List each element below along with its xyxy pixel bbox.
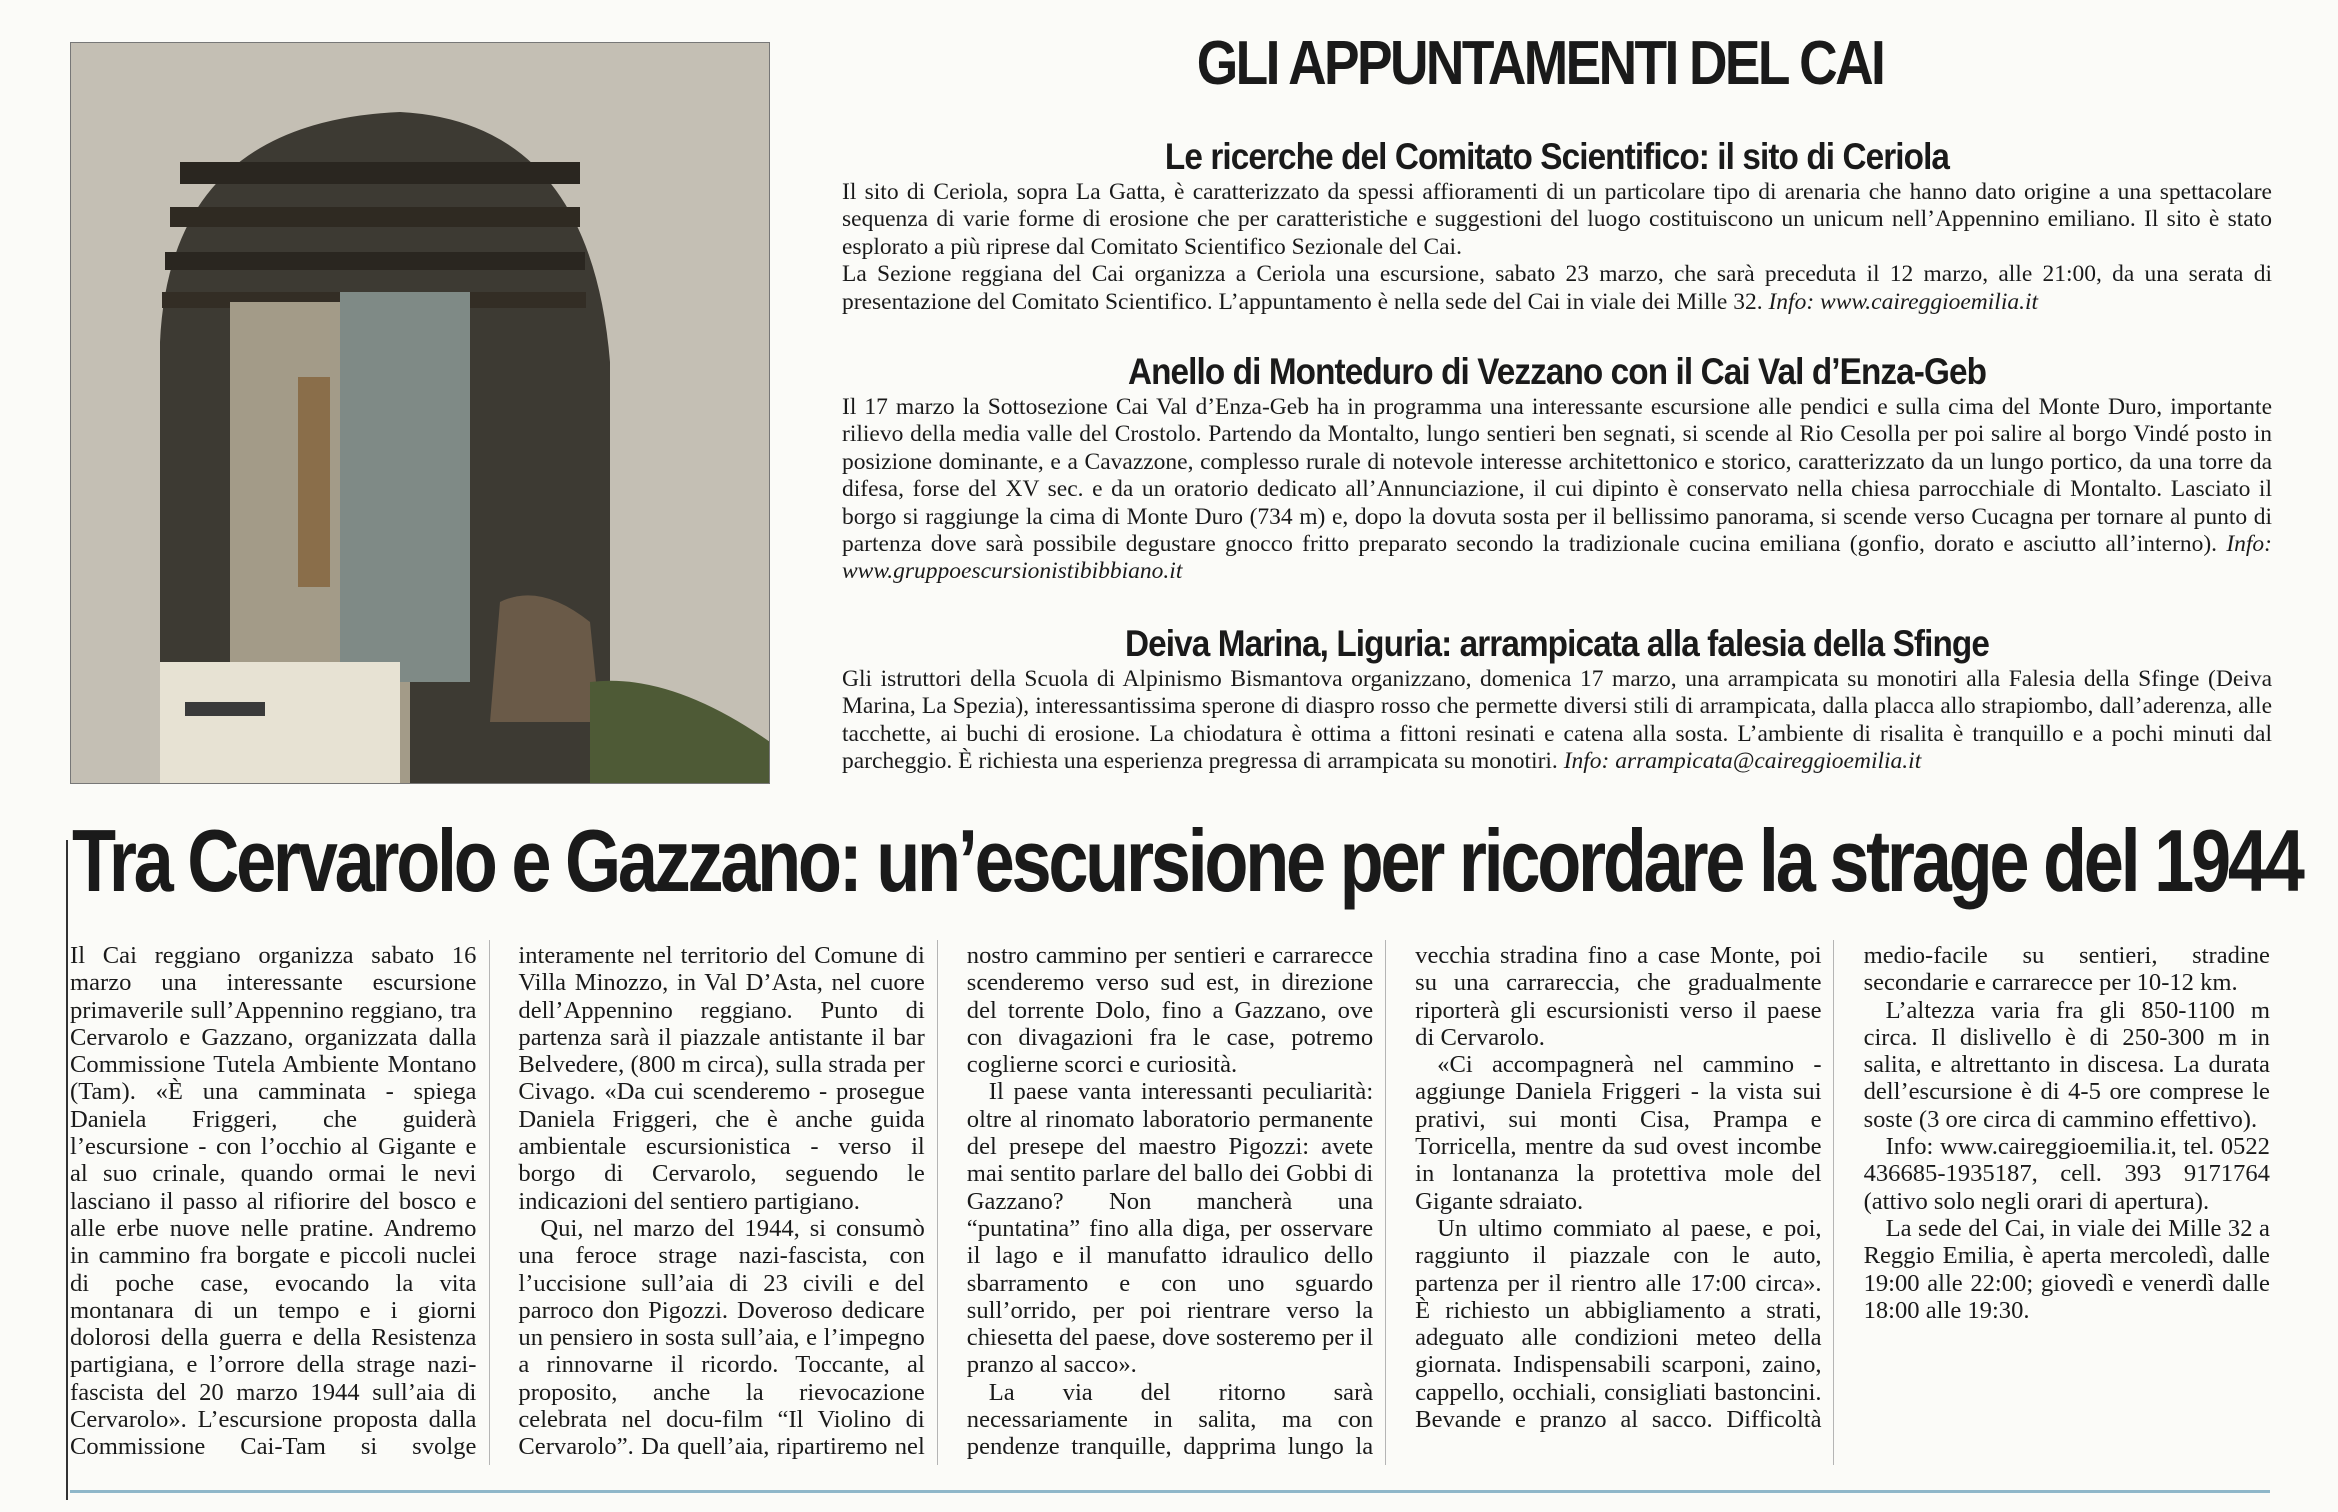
- column-rule: [1833, 940, 1834, 1465]
- notice-title: Le ricerche del Comitato Scientifico: il sito di Ceriola: [1164, 136, 1950, 177]
- left-column-rule: [66, 840, 68, 1500]
- column-rule: [1385, 940, 1386, 1465]
- article-paragraph: La via del ritorno sarà necessariamente in salita, ma con pendenze tranquille, dapprima lungo la vecchia stradina fino a case Monte, poi su una carrareccia, che gradualmente riporterà gli escursionisti verso il paese di Cervarolo.: [966, 942, 1822, 1461]
- notice-body: Il 17 marzo la Sottosezione Cai Val d’Enza-Geb ha in programma una interessante escursione alle pendici e sulla cima del Monte Duro, importante rilievo della media valle del Crostolo. Partendo da Montalto, lungo sentieri ben segnati, si scende al Rio Cesolla per poi salire al borgo Vindé posto in posizione dominante, e a Cavazzone, complesso rurale di notevole interesse architettonico e storico, caratterizzato da un lungo portico, da una torre da difesa, forse del XV sec. e da un oratorio dedicato all’Annunciazione, il cui dipinto è conservato nella chiesa parrocchiale di Montalto. Lasciato il borgo si raggiunge la cima di Monte Duro (734 m) e, dopo la dovuta sosta per il bellissimo panorama, si scende verso Cucagna per tornare al punto di partenza dove sarà possibile degustare gnocco fritto preparato secondo la tradizionale cucina emiliana (gonfio, dorato e asciutto all’interno). Info: www.gruppoescursionistibibbiano.it: [842, 394, 2272, 585]
- notice-body: Gli istruttori della Scuola di Alpinismo Bismantova organizzano, domenica 17 marzo, una arrampicata su monotiri alla Falesia della Sfinge (Deiva Marina, La Spezia), interessantissima sperone di diaspro rosso che permette diversi stili di arrampicata, dalla placca allo strapiombo, dall’aderenza, alle tacchette, ai buchi di erosione. La chiodatura è ottima a fittoni resinati e catena alla sosta. L’ambiente di risalita è tranquillo e a pochi minuti dal parcheggio. È richiesta una esperienza pregressa di arrampicata su monotiri. Info: arrampicata@caireggioemilia.it: [842, 666, 2272, 775]
- section-title: GLI APPUNTAMENTI DEL CAI: [1196, 29, 1884, 98]
- photo-illustration: [70, 42, 770, 784]
- notice-body: La Sezione reggiana del Cai organizza a Ceriola una escursione, sabato 23 marzo, che sarà preceduta il 12 marzo, alle 21:00, da una serata di presentazione del Comitato Scientifico. L’appuntamento è nella sede del Cai in viale dei Mille 32. Info: www.caireggioemilia.it: [842, 261, 2272, 315]
- notice-info-link[interactable]: Info: www.caireggioemilia.it: [1768, 288, 2039, 315]
- article-paragraph: Il paese vanta interessanti peculiarità: oltre al rinomato laboratorio permanente del presepe del maestro Pigozzi: avete mai sentito parlare del ballo dei Gobbi di Gazzano? Non mancherà una “puntatina” fino alla diga, per osservare il lago e il manufatto idraulico dello sbarramento e con uno sguardo sull’orrido, per poi rientrare verso la chiesetta del paese, dove sosteremo per il pranzo al sacco».: [966, 1078, 1374, 1379]
- notice-ceriola: [842, 135, 2272, 316]
- bottom-rule: [70, 1490, 2270, 1493]
- article-paragraph: Qui, nel marzo del 1944, si consumò una feroce strage nazi-fascista, con l’uccisione sull’aia di 23 civili e del parroco don Pigozzi. Doveroso dedicare un pensiero in sosta sull’aia, e l’impegno a rinnovarne il ricordo. Toccante, al proposito, anche la rievocazione celebrata nel docu-film “Il Violino di Cervarolo”. Da quell’aia, ripartiremo nel nostro cammino per sentieri e carrarecce scenderemo verso sud est, in direzione del torrente Dolo, fino a Gazzano, ove con divagazioni fra le case, potremo coglierne scorci e curiosità.: [518, 942, 1374, 1461]
- notice-info-link[interactable]: Info: www.gruppoescursionistibibbiano.it: [842, 531, 2272, 585]
- article-paragraph: «Ci accompagnerà nel cammino - aggiunge Daniela Friggeri - la vista sui prativi, sui monti Cisa, Prampa e Torricella, mentre da sud ovest incombe in lontananza la protettiva mole del Gigante sdraiato.: [1415, 1051, 1822, 1215]
- article-headline: Tra Cervarolo e Gazzano: un’escursione per ricordare la strage del 1944: [72, 811, 2302, 910]
- article-paragraph: La sede del Cai, in viale dei Mille 32 a Reggio Emilia, è aperta mercoledì, dalle 19:00 alle 22:00; giovedì e venerdì dalle 18:00 alle 19:30.: [1863, 1214, 2270, 1324]
- article-paragraph: Un ultimo commiato al paese, e poi, raggiunto il piazzale con le auto, partenza per il rientro alle 17:00 circa». È richiesto un abbigliamento a strati, adeguato alle condizioni meteo della giornata. Indispensabili scarponi, zaino, cappello, occhiali, consigliati bastoncini. Bevande e pranzo al sacco. Difficoltà medio-facile su sentieri, stradine secondarie e carrarecce per 10-12 km.: [1415, 942, 2270, 1434]
- article-paragraph: Il Cai reggiano organizza sabato 16 marzo una interessante escursione primaverile sull’Appennino reggiano, tra Cervarolo e Gazzano, organizzata dalla Commissione Tutela Ambiente Montano (Tam). «È una camminata - spiega Daniela Friggeri, che guiderà l’escursione - con l’occhio al Gigante e al suo crinale, quando ormai le nevi lasciano il passo al rifiorire del bosco e alle erbe nuove nelle pratine. Andremo in cammino fra borgate e piccoli nuclei di poche case, evocando la vita montanara di un tempo e i giorni dolorosi della guerra e della Resistenza partigiana, e l’orrore della strage nazi-fascista del 20 marzo 1944 sull’aia di Cervarolo». L’escursione proposta dalla Commissione Cai-Tam si svolge interamente nel territorio del Comune di Villa Minozzo, in Val D’Asta, nel cuore dell’Appennino reggiano. Punto di partenza sarà il piazzale antistante il bar Belvedere, (800 m circa), sulla strada per Civago. «Da cui scenderemo - prosegue Daniela Friggeri, che è anche guida ambientale escursionistica - verso il borgo di Cervarolo, seguendo le indicazioni del sentiero partigiano.: [70, 942, 925, 1461]
- article-body: [70, 942, 2270, 1482]
- notice-body: Il sito di Ceriola, sopra La Gatta, è caratterizzato da spessi affioramenti di un particolare tipo di arenaria che hanno dato origine a una spettacolare sequenza di varie forme di erosione che per caratteristiche e suggestioni del luogo costituiscono un unicum nell’Appennino emiliano. Il sito è stato esplorato a più riprese dal Comitato Scientifico Sezionale del Cai.: [842, 179, 2272, 260]
- stone-archway-photo: [70, 42, 770, 784]
- notice-info-link[interactable]: Info: arrampicata@caireggioemilia.it: [1563, 748, 1922, 775]
- notice-title: Deiva Marina, Liguria: arrampicata alla falesia della Sfinge: [1125, 623, 1989, 664]
- article-paragraph: Info: www.caireggioemilia.it, tel. 0522 436685-1935187, cell. 393 9171764 (attivo solo negli orari di apertura).: [1863, 1133, 2270, 1215]
- article-paragraph: L’altezza varia fra gli 850-1100 m circa. Il dislivello è di 250-300 m in salita, e altrettanto in discesa. La durata dell’escursione è di 4-5 ore comprese le soste (3 ore circa di cammino effettivo).: [1863, 996, 2270, 1133]
- notice-monteduro: [842, 350, 2272, 586]
- column-rule: [937, 940, 938, 1465]
- notice-title: Anello di Monteduro di Vezzano con il Cai Val d’Enza-Geb: [1127, 351, 1987, 392]
- column-rule: [489, 940, 490, 1465]
- notice-deiva-marina: [842, 622, 2272, 776]
